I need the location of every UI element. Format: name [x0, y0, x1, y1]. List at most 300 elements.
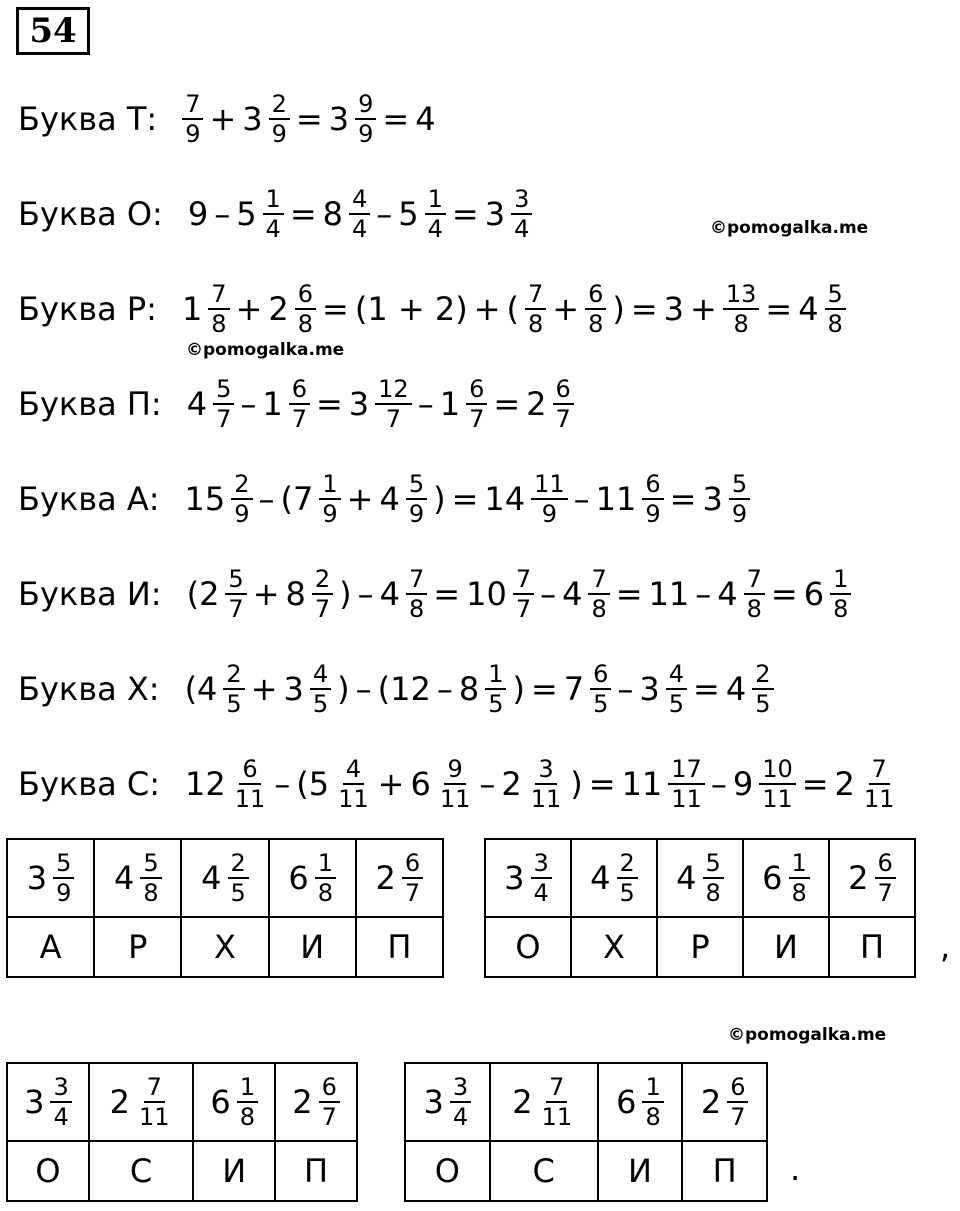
- answer-table: [6, 838, 444, 978]
- letter-cell: И: [193, 1141, 275, 1201]
- denominator: 11: [762, 785, 793, 813]
- numerator: 1: [642, 1073, 663, 1103]
- fraction-stack: [642, 470, 663, 528]
- fraction: [585, 280, 606, 338]
- fraction-stack: [50, 1073, 71, 1131]
- mixed-number: [376, 849, 424, 907]
- term: –: [258, 480, 275, 518]
- mixed-number: [236, 185, 284, 243]
- mixed-number: [24, 1073, 72, 1131]
- expression: [182, 470, 754, 528]
- fraction-stack: [528, 755, 565, 813]
- fraction-stack: [140, 849, 161, 907]
- denominator: 4: [452, 1103, 469, 1131]
- fraction: [525, 280, 546, 338]
- letter-cell: С: [89, 1141, 193, 1201]
- letter-label: Буква П:: [18, 385, 162, 423]
- mixed-number: [380, 565, 428, 623]
- letter-cell: П: [829, 917, 915, 977]
- denominator: 4: [265, 215, 281, 243]
- solution-line: [18, 280, 849, 338]
- mixed-number: [726, 660, 774, 718]
- whole-part: 6: [762, 859, 783, 897]
- mixed-number: [329, 90, 377, 148]
- fraction-stack: [666, 660, 687, 718]
- fraction-stack: [727, 1073, 748, 1131]
- whole-part: 8: [322, 195, 343, 233]
- letter-cell: О: [485, 917, 571, 977]
- mixed-number: [349, 375, 412, 433]
- fraction-stack: [585, 280, 606, 338]
- denominator: 8: [591, 595, 607, 623]
- denominator: 9: [185, 120, 201, 148]
- value-cell: [7, 1063, 89, 1141]
- denominator: 9: [56, 879, 72, 907]
- fraction-stack: [208, 280, 229, 338]
- whole-part: 4: [717, 575, 738, 613]
- denominator: 7: [555, 405, 571, 433]
- denominator: 5: [755, 690, 771, 718]
- whole-part: 9: [732, 765, 754, 803]
- numerator: 7: [744, 565, 765, 595]
- letter-label: Буква Х:: [18, 670, 160, 708]
- numerator: 12: [375, 375, 412, 405]
- fraction-stack: [319, 470, 340, 528]
- whole-part: 4: [798, 290, 819, 328]
- whole-part: 3: [348, 385, 370, 423]
- value-cell: [405, 1063, 490, 1141]
- term: –: [540, 575, 557, 613]
- mixed-number: [398, 185, 446, 243]
- denominator: 5: [312, 690, 329, 718]
- term: =: [493, 385, 521, 423]
- whole-part: 6: [410, 765, 431, 803]
- numerator: 3: [50, 1073, 71, 1103]
- term: =: [770, 575, 798, 613]
- fraction-stack: [531, 849, 552, 907]
- term: =: [315, 385, 343, 423]
- denominator: 7: [385, 405, 402, 433]
- fraction-stack: [237, 1073, 258, 1131]
- mixed-number: [379, 470, 427, 528]
- expression: [182, 755, 900, 813]
- fraction-stack: [349, 185, 370, 243]
- letter-cell: А: [7, 917, 94, 977]
- whole-part: 8: [285, 575, 306, 613]
- mixed-number: [702, 470, 750, 528]
- denominator: 5: [488, 690, 504, 718]
- whole-part: 7: [563, 670, 585, 708]
- fraction-stack: [319, 1073, 340, 1131]
- whole-part: 1: [181, 290, 203, 328]
- term: +: [473, 290, 501, 328]
- whole-part: 3: [484, 195, 506, 233]
- term: (: [506, 290, 519, 328]
- mixed-number: [622, 755, 705, 813]
- denominator: 7: [228, 595, 244, 623]
- value-row: [7, 1063, 357, 1141]
- term: 4: [415, 100, 436, 138]
- denominator: 4: [514, 215, 530, 243]
- mixed-number: [639, 660, 687, 718]
- mixed-number: [484, 470, 567, 528]
- numerator: 4: [349, 185, 370, 215]
- denominator: 7: [730, 1103, 746, 1131]
- mixed-number: [262, 375, 310, 433]
- whole-part: 3: [26, 859, 48, 897]
- denominator: 7: [877, 879, 893, 907]
- fraction-stack: [759, 755, 796, 813]
- denominator: 5: [593, 690, 609, 718]
- denominator: 8: [733, 310, 749, 338]
- numerator: 2: [617, 849, 638, 879]
- term: –: [617, 670, 634, 708]
- numerator: 4: [343, 755, 364, 785]
- fraction-stack: [825, 280, 846, 338]
- denominator: 11: [138, 1103, 170, 1131]
- answer-table: [6, 1062, 358, 1202]
- whole-part: 3: [283, 670, 304, 708]
- numerator: 2: [231, 470, 252, 500]
- term: +: [552, 290, 580, 328]
- solution-line: [18, 470, 753, 528]
- denominator: 8: [239, 1103, 255, 1131]
- denominator: 11: [863, 785, 895, 813]
- numerator: 5: [213, 375, 234, 405]
- fraction: [319, 470, 340, 528]
- fraction-stack: [590, 660, 611, 718]
- value-cell: [193, 1063, 275, 1141]
- term: =: [451, 480, 479, 518]
- fraction-stack: [53, 849, 74, 907]
- numerator: 2: [223, 660, 244, 690]
- whole-part: 5: [398, 195, 419, 233]
- fraction-stack: [642, 1073, 663, 1131]
- fraction-stack: [213, 375, 234, 433]
- denominator: 8: [746, 595, 762, 623]
- mixed-number: [701, 1073, 749, 1131]
- fraction-stack: [513, 565, 534, 623]
- fraction-stack: [355, 90, 376, 148]
- value-cell: [743, 839, 829, 917]
- whole-part: 6: [210, 1083, 231, 1121]
- letter-label: Буква Т:: [18, 100, 158, 138]
- numerator: 7: [546, 1073, 567, 1103]
- denominator: 4: [533, 879, 549, 907]
- whole-part: 1: [439, 385, 461, 423]
- mixed-number: [562, 565, 610, 623]
- mixed-number: [590, 849, 638, 907]
- denominator: 11: [541, 1103, 573, 1131]
- numerator: 3: [531, 849, 552, 879]
- value-cell: [682, 1063, 767, 1141]
- mixed-number: [268, 280, 316, 338]
- whole-part: 15: [184, 480, 226, 518]
- value-row: [405, 1063, 767, 1141]
- whole-part: 4: [725, 670, 747, 708]
- term: =: [693, 670, 720, 708]
- whole-part: 3: [639, 670, 660, 708]
- letter-cell: С: [490, 1141, 598, 1201]
- numerator: 2: [269, 90, 290, 120]
- term: ): [337, 670, 350, 708]
- mixed-number: [286, 565, 334, 623]
- letter-cell: Х: [181, 917, 268, 977]
- mixed-number: [114, 849, 162, 907]
- value-cell: [829, 839, 915, 917]
- numerator: 6: [319, 1073, 340, 1103]
- whole-part: 2: [526, 385, 547, 423]
- denominator: 5: [668, 690, 685, 718]
- denominator: 9: [271, 120, 287, 148]
- numerator: 5: [729, 470, 750, 500]
- mixed-number: [110, 1073, 173, 1131]
- fraction-stack: [231, 470, 252, 528]
- value-cell: [181, 839, 268, 917]
- mixed-number: [466, 565, 534, 623]
- problem-number: 54: [16, 7, 90, 55]
- whole-part: 4: [379, 480, 400, 518]
- letter-cell: П: [275, 1141, 357, 1201]
- watermark: ©pomogalka.me: [186, 340, 345, 360]
- value-cell: [94, 839, 181, 917]
- numerator: 1: [315, 849, 336, 879]
- term: ): [512, 670, 525, 708]
- whole-part: 2: [700, 1083, 722, 1121]
- denominator: 8: [588, 310, 604, 338]
- term: 11: [648, 575, 690, 613]
- term: (1 + 2): [354, 290, 468, 328]
- numerator: 1: [237, 1073, 258, 1103]
- mixed-number: [323, 185, 371, 243]
- fraction-stack: [729, 470, 750, 528]
- whole-part: 3: [504, 859, 525, 897]
- term: –: [436, 670, 453, 708]
- denominator: 8: [297, 310, 314, 338]
- mixed-number: [676, 849, 724, 907]
- mixed-number: [210, 1073, 258, 1131]
- fraction-stack: [875, 849, 896, 907]
- term: =: [669, 480, 697, 518]
- letter-label: Буква О:: [18, 195, 163, 233]
- value-cell: [598, 1063, 683, 1141]
- expression: [184, 565, 855, 623]
- expression: [182, 660, 777, 718]
- whole-part: 8: [458, 670, 480, 708]
- term: –: [376, 195, 393, 233]
- value-cell: [485, 839, 571, 917]
- mixed-number: [187, 375, 235, 433]
- expression: [179, 280, 849, 338]
- fraction-stack: [617, 849, 638, 907]
- denominator: 9: [645, 500, 661, 528]
- term: (7: [280, 480, 314, 518]
- denominator: 8: [791, 879, 807, 907]
- mixed-number: [459, 660, 507, 718]
- fraction-stack: [703, 849, 724, 907]
- term: (5: [296, 765, 330, 803]
- denominator: 8: [705, 879, 721, 907]
- fraction-stack: [531, 470, 568, 528]
- letter-label: Буква А:: [18, 480, 160, 518]
- letter-cell: Р: [657, 917, 743, 977]
- term: =: [765, 290, 793, 328]
- fraction-stack: [136, 1073, 173, 1131]
- term: +: [250, 670, 278, 708]
- value-cell: [356, 839, 443, 917]
- numerator: 6: [295, 280, 316, 310]
- denominator: 11: [234, 785, 266, 813]
- solution-line: [18, 565, 854, 623]
- fraction-stack: [830, 565, 851, 623]
- whole-part: 3: [24, 1083, 45, 1121]
- letter-cell: П: [682, 1141, 767, 1201]
- fraction-stack: [225, 565, 246, 623]
- whole-part: 3: [242, 100, 263, 138]
- fraction-stack: [668, 755, 705, 813]
- numerator: 4: [310, 660, 331, 690]
- denominator: 9: [322, 500, 338, 528]
- fraction-stack: [789, 849, 810, 907]
- numerator: 3: [511, 185, 532, 215]
- mixed-number: [27, 849, 75, 907]
- denominator: 9: [408, 500, 425, 528]
- letter-row: [7, 1141, 357, 1201]
- term: =: [382, 100, 410, 138]
- fraction-stack: [485, 660, 506, 718]
- fraction-stack: [466, 375, 487, 433]
- expression: [184, 375, 577, 433]
- numerator: 5: [140, 849, 161, 879]
- mixed-number: [733, 755, 796, 813]
- whole-part: 6: [803, 575, 825, 613]
- fraction-stack: [723, 280, 760, 338]
- letter-label: Буква С:: [18, 765, 160, 803]
- mixed-number: [242, 90, 290, 148]
- numerator: 7: [588, 565, 609, 595]
- denominator: 4: [53, 1103, 69, 1131]
- letter-cell: О: [405, 1141, 490, 1201]
- mixed-number: [185, 470, 253, 528]
- numerator: 10: [759, 755, 796, 785]
- term: =: [630, 290, 658, 328]
- term: ): [339, 575, 352, 613]
- fraction-stack: [335, 755, 372, 813]
- denominator: 8: [827, 310, 843, 338]
- whole-part: 3: [328, 100, 350, 138]
- letter-row: [7, 917, 443, 977]
- term: +: [235, 290, 263, 328]
- fraction-stack: [425, 185, 446, 243]
- term: –: [274, 765, 291, 803]
- denominator: 11: [439, 785, 471, 813]
- term: +: [209, 100, 237, 138]
- fraction-stack: [539, 1073, 576, 1131]
- fraction: [182, 90, 203, 148]
- fraction-stack: [437, 755, 474, 813]
- fraction: [335, 755, 372, 813]
- denominator: 5: [619, 879, 635, 907]
- denominator: 11: [530, 785, 562, 813]
- mixed-number: [804, 565, 852, 623]
- term: =: [433, 575, 461, 613]
- fraction-stack: [375, 375, 412, 433]
- numerator: 7: [144, 1073, 165, 1103]
- mixed-number: [762, 849, 810, 907]
- term: +: [252, 575, 280, 613]
- whole-part: 2: [375, 859, 396, 897]
- term: =: [451, 195, 479, 233]
- fraction: [723, 280, 760, 338]
- answer-table: [484, 838, 916, 978]
- denominator: 5: [230, 879, 246, 907]
- mixed-number: [501, 755, 564, 813]
- numerator: 2: [228, 849, 249, 879]
- term: =: [588, 765, 616, 803]
- numerator: 7: [208, 280, 229, 310]
- comma: ,: [940, 928, 951, 966]
- numerator: 5: [825, 280, 846, 310]
- term: –: [214, 195, 231, 233]
- denominator: 7: [321, 1103, 337, 1131]
- term: 3: [663, 290, 685, 328]
- fraction-stack: [269, 90, 290, 148]
- mixed-number: [564, 660, 612, 718]
- fraction-stack: [450, 1073, 471, 1131]
- numerator: 1: [830, 565, 851, 595]
- whole-part: 4: [186, 385, 208, 423]
- numerator: 2: [752, 660, 773, 690]
- term: –: [417, 385, 434, 423]
- denominator: 8: [211, 310, 227, 338]
- term: –: [695, 575, 712, 613]
- fraction-stack: [525, 280, 546, 338]
- numerator: 7: [182, 90, 203, 120]
- whole-part: 3: [423, 1083, 444, 1121]
- numerator: 6: [289, 375, 310, 405]
- watermark: ©pomogalka.me: [710, 218, 869, 238]
- whole-part: 2: [501, 765, 522, 803]
- whole-part: 12: [184, 765, 226, 803]
- term: 9: [187, 195, 209, 233]
- numerator: 1: [485, 660, 506, 690]
- numerator: 17: [668, 755, 705, 785]
- mixed-number: [512, 1073, 575, 1131]
- numerator: 5: [225, 565, 246, 595]
- mixed-number: [410, 755, 473, 813]
- numerator: 7: [406, 565, 427, 595]
- whole-part: 4: [379, 575, 400, 613]
- mixed-number: [526, 375, 574, 433]
- mixed-number: [288, 849, 336, 907]
- term: ): [433, 480, 446, 518]
- fraction-stack: [511, 185, 532, 243]
- denominator: 8: [645, 1103, 661, 1131]
- whole-part: 5: [236, 195, 257, 233]
- mixed-number: [835, 755, 898, 813]
- fraction-stack: [289, 375, 310, 433]
- fraction-stack: [553, 375, 574, 433]
- numerator: 5: [53, 849, 74, 879]
- denominator: 9: [731, 500, 748, 528]
- answer-table: [404, 1062, 768, 1202]
- fraction-stack: [315, 849, 336, 907]
- value-cell: [7, 839, 94, 917]
- fraction-stack: [752, 660, 773, 718]
- fraction-stack: [232, 755, 269, 813]
- term: =: [615, 575, 643, 613]
- whole-part: 4: [590, 859, 611, 897]
